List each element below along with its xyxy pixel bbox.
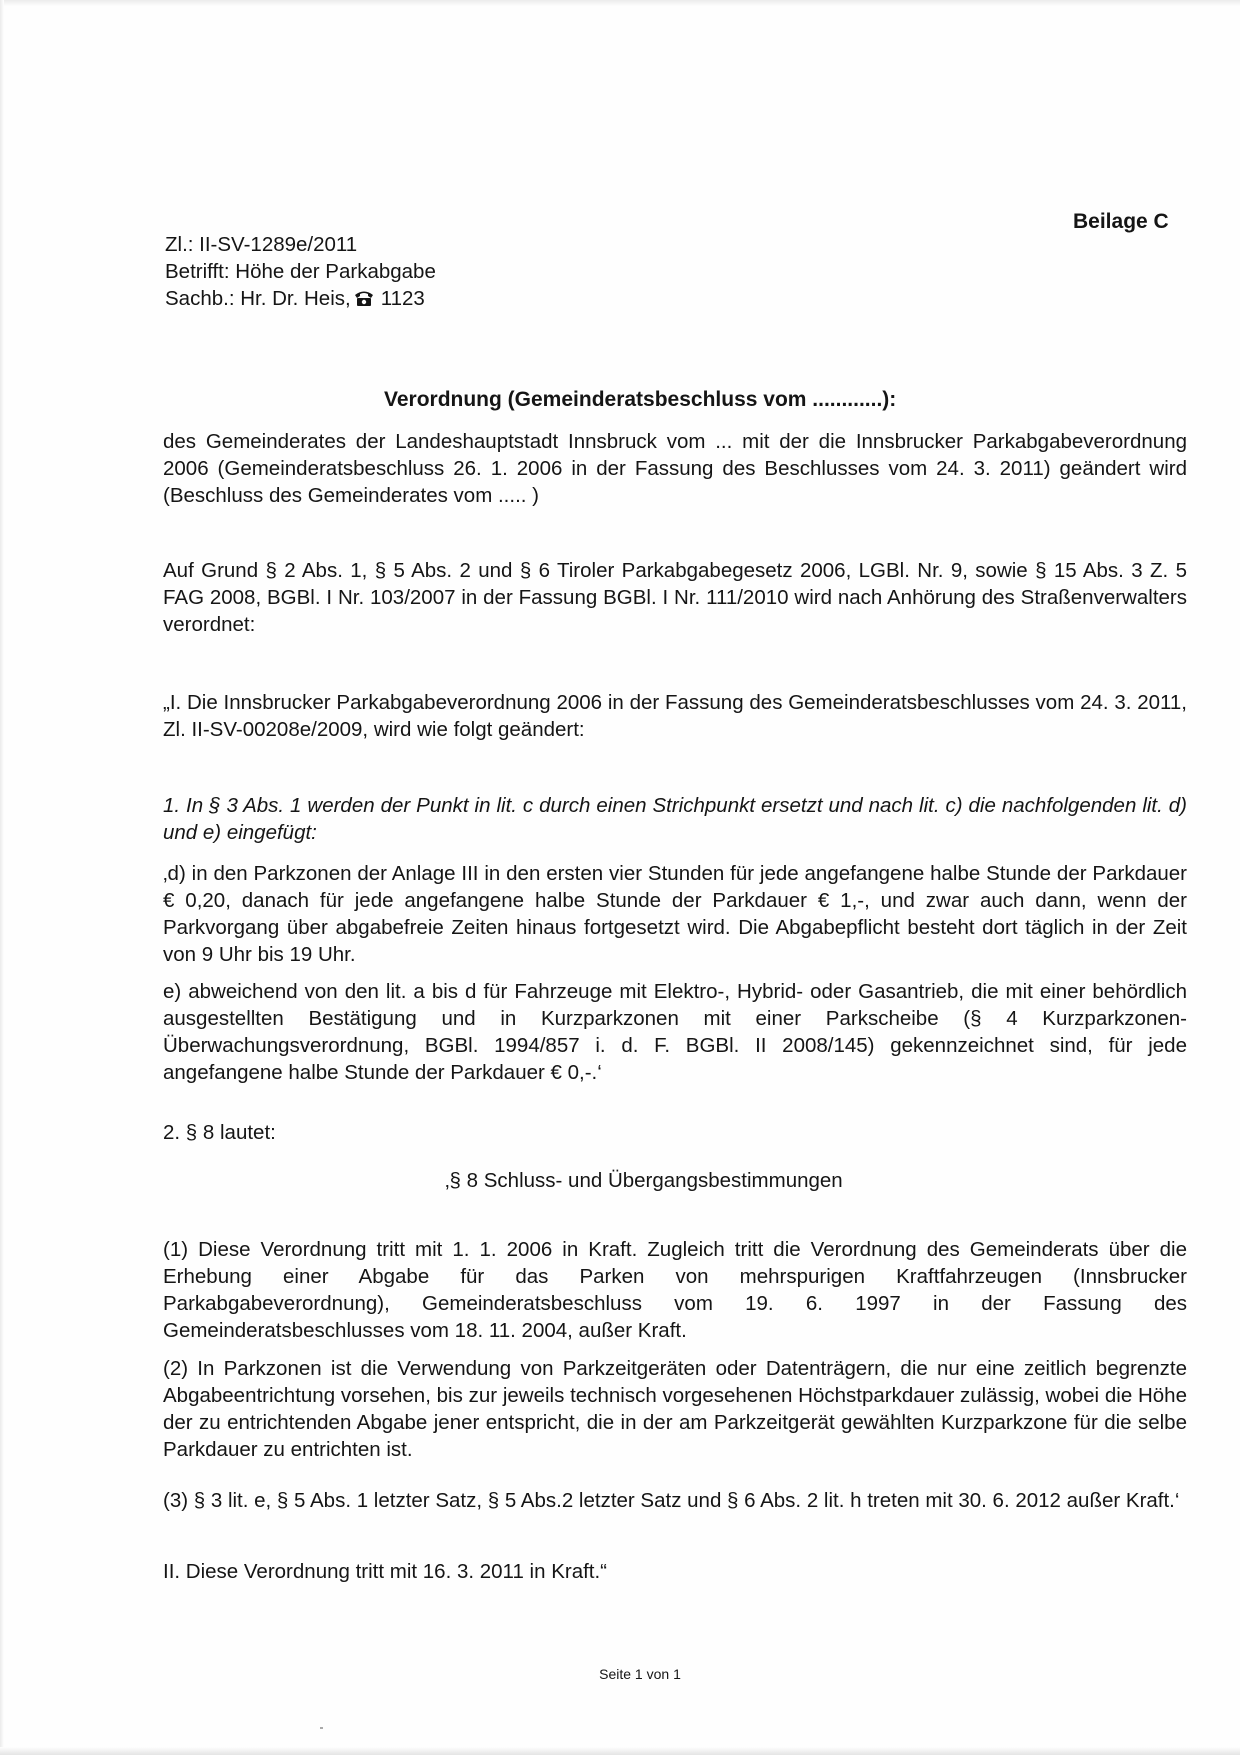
scan-edge-top [0,0,1240,6]
legal-basis-paragraph: Auf Grund § 2 Abs. 1, § 5 Abs. 2 und § 6 Tiroler Parkabgabegesetz 2006, LGBl. Nr. 9, sowie § 15 Abs. 3 Z. 5 FAG 2008, BGBl. I Nr. 103/2007 in der Fassung BGBl. I Nr. 111/2010 wird nach Anhörung des Straßenverwalters verordnet: [163,559,1187,636]
section-I-intro: „I. Die Innsbrucker Parkabgabeverordnung 2006 in der Fassung des Gemeinderatsbeschlusses vom 24. 3. 2011, Zl. II-SV-00208e/2009, wird wie folgt geändert: [163,691,1187,741]
paragraph-3: (3) § 3 lit. e, § 5 Abs. 1 letzter Satz, § 5 Abs.2 letzter Satz und § 6 Abs. 2 lit. h treten mit 30. 6. 2012 außer Kraft.‘ [163,1489,1180,1512]
scan-edge-bottom [0,1747,1240,1755]
page-footer: Seite 1 von 1 [599,1666,681,1682]
header-block [165,231,565,314]
section-8-heading: ‚§ 8 Schluss- und Übergangsbestimmungen [445,1169,843,1192]
reference-number: Zl.: II-SV-1289e/2011 [165,233,358,256]
attachment-label: Beilage C [1073,210,1169,233]
clerk-line [165,285,565,314]
amendment-2: 2. § 8 lautet: [163,1121,276,1144]
phone-extension: 1123 [380,287,425,310]
scan-artifact [320,1727,323,1729]
preamble-paragraph: des Gemeinderates der Landeshauptstadt Innsbruck vom ... mit der die Innsbrucker Parkabgabeverordnung 2006 (Gemeinderatsbeschluss 26. 1. 2006 in der Fassung des Beschlusses vom 24. 3. 2011) geändert wird (Beschluss des Gemeinderates vom ..... ) [163,430,1187,507]
paragraph-1: (1) Diese Verordnung tritt mit 1. 1. 2006 in Kraft. Zugleich tritt die Verordnung des Gemeinderats über die Erhebung einer Abgabe für das Parken von mehrspurigen Kraftfahrzeugen (Innsbrucker Parkabgabeverordnung), Gemeinderatsbeschluss vom 19. 6. 1997 in der Fassung des Gemeinderatsbeschlusses vom 18. 11. 2004, außer Kraft. [163,1238,1187,1342]
lit-e-paragraph: e) abweichend von den lit. a bis d für Fahrzeuge mit Elektro-, Hybrid- oder Gasantrieb, die mit einer behördlich ausgestellten Bestätigung und in Kurzparkzonen mit einer Parkscheibe (§ 4 Kurzparkzonen-Überwachungsverordnung, BGBl. 1994/857 i. d. F. BGBl. II 2008/145) gekennzeichnet sind, für jede angefangene halbe Stunde der Parkdauer € 0,-.‘ [163,980,1187,1084]
subject-line: Betrifft: Höhe der Parkabgabe [165,260,436,283]
amendment-1: 1. In § 3 Abs. 1 werden der Punkt in lit. c durch einen Strichpunkt ersetzt und nach lit. c) die nachfolgenden lit. d) und e) eingefügt: [163,794,1187,844]
lit-d-paragraph: ‚d) in den Parkzonen der Anlage III in den ersten vier Stunden für jede angefangene halbe Stunde der Parkdauer € 0,20, danach für jede angefangene halbe Stunde der Parkdauer € 1,-, und zwar auch dann, wenn der Parkvorgang über abgabefreie Zeiten hinaus fortgesetzt wird. Die Abgabepflicht besteht dort täglich in der Zeit von 9 Uhr bis 19 Uhr. [163,862,1187,966]
paragraph-2: (2) In Parkzonen ist die Verwendung von Parkzeitgeräten oder Datenträgern, die nur eine zeitlich begrenzte Abgabeentrichtung vorsehen, bis zur jeweils technisch vorgesehenen Höchstparkdauer zulässig, wobei die Höhe der zu entrichtenden Abgabe jener entspricht, die in der am Parkzeitgerät gewählten Kurzparkzone für die selbe Parkdauer zu entrichten ist. [163,1357,1187,1461]
ordinance-title: Verordnung (Gemeinderatsbeschluss vom ............): [384,388,897,411]
telephone-icon [353,287,375,314]
closing-section-II: II. Diese Verordnung tritt mit 16. 3. 2011 in Kraft.“ [163,1560,608,1583]
clerk-name: Sachb.: Hr. Dr. Heis, [165,287,351,310]
scan-edge-left [0,0,4,1755]
